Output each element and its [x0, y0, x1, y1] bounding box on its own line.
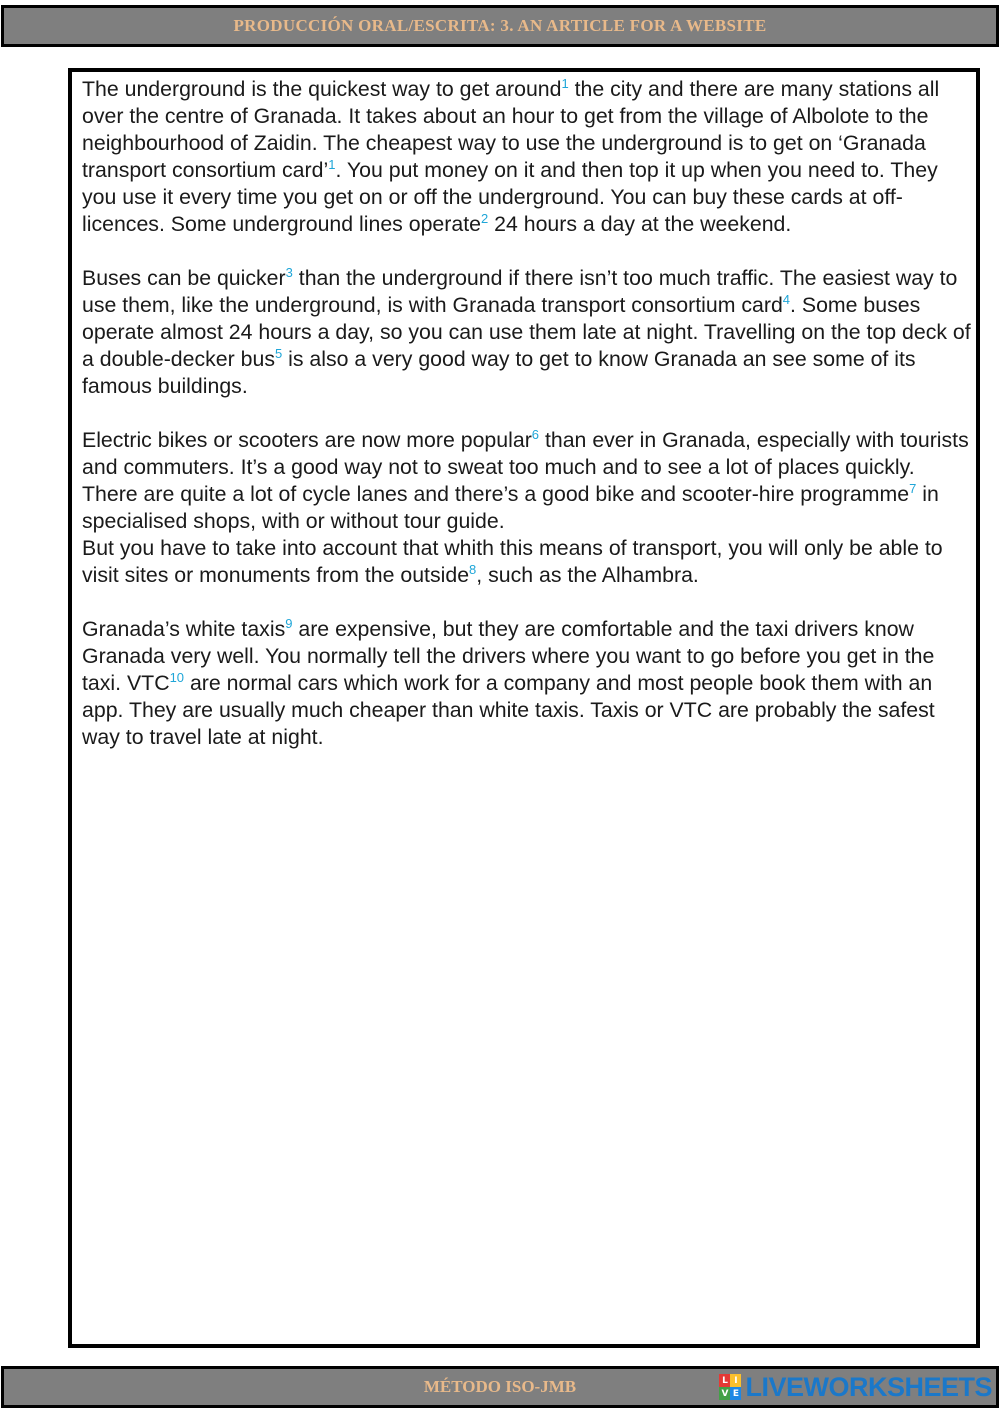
footnote-marker: 7 [909, 481, 917, 496]
footnote-marker: 4 [782, 292, 791, 307]
logo-letter-l: L [719, 1374, 730, 1387]
footnote-marker: 10 [169, 670, 185, 685]
footer-title: MÉTODO ISO-JMB [423, 1377, 577, 1396]
footnote-marker: 6 [531, 427, 540, 442]
liveworksheets-logo-icon [719, 1374, 741, 1400]
paragraph-bikes: Electric bikes or scooters are now more popular$^6$ than ever in Granada, especially with tourists and commuters. It’s a good way not to sweat too much and to see a lot of places quickly. There are quite a lot of cycle lanes and there’s a good bike and scooter-hire programme$^7$ in specialised shops, with or without tour guide. [82, 427, 969, 533]
liveworksheets-logo [719, 1371, 992, 1403]
footnote-marker: 1 [561, 76, 569, 91]
logo-letter-v: V [719, 1387, 730, 1400]
footnote-marker: 5 [274, 346, 283, 361]
header-bar [1, 5, 999, 47]
footnote-marker: 3 [285, 265, 293, 280]
logo-letter-i: I [730, 1374, 741, 1387]
worksheet-title: PRODUCCIÓN ORAL/ESCRITA: 3. AN ARTICLE FOR A WEBSITE [233, 16, 767, 35]
footnote-marker: 2 [480, 211, 489, 226]
footnote-marker: 1 [328, 157, 336, 172]
paragraph-taxis: Granada’s white taxis$^9$ are expensive, but they are comfortable and the taxi drivers know Granada very well. You normally tell the drivers where you want to go before you get in the taxi. VTC$^{10}$ are normal cars which work for a company and most people book them with an app. They are usually much cheaper than white taxis. Taxis or VTC are probably the safest way to travel late at night. [82, 616, 935, 749]
paragraph-underground: The underground is the quickest way to get around$^1$ the city and there are many stations all over the centre of Granada. It takes about an hour to get from the village of Albolote to the neighbourhood of Zaidin. The cheapest way to use the underground is to get on ‘Granada transport consortium card’$^1$. You put money on it and then top it up when you need to. They you use it every time you get on or off the underground. You can buy these cards at off-licences. Some underground lines operate$^2$ 24 hours a day at the weekend. [82, 76, 940, 236]
footnote-marker: 8 [469, 562, 477, 577]
article-text [82, 76, 974, 778]
liveworksheets-logo-text: LIVEWORKSHEETS [745, 1371, 992, 1402]
footnote-marker: 9 [285, 616, 293, 631]
paragraph-bikes-note: But you have to take into account that whith this means of transport, you will only be able to visit sites or monuments from the outside$^8$, such as the Alhambra. [82, 536, 943, 587]
paragraph-buses: Buses can be quicker$^3$ than the underground if there isn’t too much traffic. The easiest way to use them, like the underground, is with Granada transport consortium card$^4$. Some buses operate almost 24 hours a day, so you can use them late at night. Travelling on the top deck of a double-decker bus$^5$ is also a very good way to get to know Granada an see some of its famous buildings. [82, 265, 971, 398]
article-box [68, 68, 980, 1348]
footer-bar [1, 1366, 999, 1408]
logo-letter-e: E [730, 1387, 741, 1400]
